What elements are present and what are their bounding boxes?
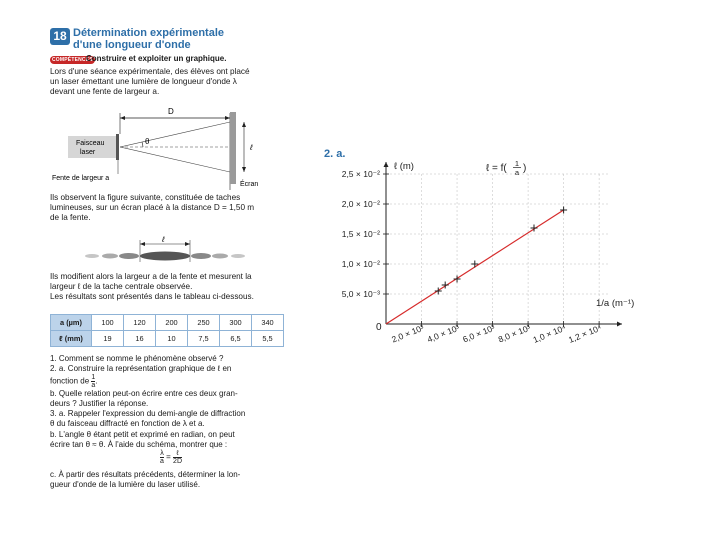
x-axis-label: 1/a (m⁻¹) (596, 298, 635, 309)
label-ell: ℓ (250, 143, 253, 152)
eq-2D: 2D (173, 457, 182, 465)
table-row (51, 315, 284, 331)
table-cell: 100 (92, 315, 124, 331)
table-cell: 6,5 (220, 331, 252, 347)
results-table (50, 314, 284, 347)
modify-line-1: Ils modifient alors la largeur a de la fente et mesurent la (50, 272, 252, 281)
questions-block (50, 354, 286, 490)
chart-axes (384, 162, 623, 327)
setup-diagram (48, 104, 288, 190)
observe-line-1: Ils observent la figure suivante, constituée de taches (50, 193, 241, 202)
label-theta: θ (145, 137, 150, 146)
y-tick-label: 1,0 × 10⁻² (341, 259, 380, 269)
y-tick-label: 1,5 × 10⁻² (341, 229, 380, 239)
pattern-ell-label: ℓ (162, 235, 165, 244)
chart-title-left: ℓ = f( (486, 163, 507, 174)
table-cell: 340 (252, 315, 284, 331)
question-2a-text: fonction de (50, 376, 90, 386)
table-cell: 120 (124, 315, 156, 331)
x-tick-label: 1,0 × 10⁴ (531, 322, 568, 345)
x-axis-arrow (617, 322, 622, 327)
label-slit: Fente de largeur a (52, 175, 110, 182)
data-point (560, 207, 567, 214)
title-line-2: d'une longueur d'onde (73, 39, 191, 51)
chart-grid (386, 174, 608, 324)
chart-ticks (383, 174, 599, 327)
table-row (51, 331, 284, 347)
x-tick-label: 4,0 × 10³ (425, 322, 461, 345)
table-header-a: a (µm) (51, 315, 92, 331)
fraction-num: 1 (91, 374, 96, 382)
intro-line-1: Lors d'une séance expérimentale, des élèves ont placé (50, 67, 250, 76)
table-cell: 16 (124, 331, 156, 347)
chart-question-label: 2. a. (324, 148, 346, 160)
question-3c-line-1: c. À partir des résultats précédents, déterminer la lon- (50, 469, 241, 479)
intro-paragraph (50, 67, 286, 98)
intro-line-3: devant une fente de largeur a. (50, 87, 160, 97)
eq-a: a (160, 457, 164, 465)
question-2b-line-1: b. Quelle relation peut-on écrire entre ces deux gran- (50, 389, 238, 399)
question-3a-line-1: 3. a. Rappeler l'expression du demi-angle de diffraction (50, 409, 246, 419)
competence-tag: COMPÉTENCES (52, 57, 93, 63)
chart-title-right: ) (523, 163, 527, 174)
slit-plate (116, 134, 119, 160)
central-spot (140, 252, 190, 261)
competence-text: Construire et exploiter un graphique. (86, 54, 227, 63)
fraction-den: a (91, 382, 96, 390)
y-tick-label: 5,0 × 10⁻³ (341, 289, 380, 299)
question-3c-line-2: gueur d'onde de la lumière du laser utilisé. (50, 479, 201, 489)
intro-line-2: un laser émettant une lumière de longueur d'onde λ (50, 77, 237, 87)
question-3b-equation (50, 450, 286, 470)
table-cell: 10 (156, 331, 188, 347)
question-3b-line-2: écrire tan θ ≈ θ. À l'aide du schéma, montrer que : (50, 439, 228, 449)
table-cell: 250 (188, 315, 220, 331)
chart-svg (318, 160, 638, 360)
table-cell: 7,5 (188, 331, 220, 347)
data-point (471, 261, 478, 268)
modify-line-2: largeur ℓ de la tache centrale observée. (50, 282, 193, 292)
diffraction-pattern (80, 234, 260, 268)
observe-line-2: lumineuses, sur un écran placé à la distance D = 1,50 m (50, 203, 255, 213)
y-axis-label: ℓ (m) (394, 161, 414, 172)
observe-paragraph (50, 193, 286, 224)
label-beam-1: Faisceau (76, 140, 105, 147)
question-3a-line-2: θ du faisceau diffracté en fonction de λ et a. (50, 419, 205, 429)
question-2b-line-2: deurs ? Justifier la réponse. (50, 399, 149, 409)
table-cell: 200 (156, 315, 188, 331)
chart-title-den: a (514, 168, 520, 177)
y-tick-label: 2,0 × 10⁻² (341, 199, 380, 209)
x-tick-label: 2,0 × 10³ (390, 322, 426, 345)
label-D: D (168, 107, 174, 116)
y-tick-label: 2,5 × 10⁻² (341, 169, 380, 179)
eq-ell: ℓ (173, 450, 182, 458)
eq-equals: = (166, 452, 171, 462)
screen (230, 112, 236, 184)
modify-line-3: Les résultats sont présentés dans le tableau ci-dessous. (50, 292, 254, 302)
x-tick-label: 1,2 × 10⁴ (567, 322, 603, 345)
modify-paragraph (50, 272, 286, 303)
x-tick-label: 6,0 × 10³ (461, 322, 497, 345)
label-beam-2: laser (80, 149, 96, 156)
table-header-ell: ℓ (mm) (51, 331, 92, 347)
eq-lambda: λ (160, 449, 164, 457)
x-tick-label: 8,0 × 10³ (496, 322, 532, 345)
origin-label: 0 (376, 322, 382, 333)
question-1: 1. Comment se nomme le phénomène observé ? (50, 354, 224, 363)
question-3b-line-1: b. L'angle θ étant petit et exprimé en radian, on peut (50, 429, 235, 439)
exercise-number: 18 (50, 28, 70, 45)
fraction-1-over-a (91, 374, 95, 389)
y-axis-arrow (384, 162, 389, 167)
exercise-title (73, 27, 303, 51)
table-cell: 19 (92, 331, 124, 347)
chart-title-num: 1 (514, 160, 520, 168)
label-screen: Écran (240, 181, 259, 188)
title-line-1: Détermination expérimentale (73, 27, 224, 39)
question-2a-line-1: 2. a. Construire la représentation graphique de ℓ en (50, 364, 232, 374)
table-cell: 300 (220, 315, 252, 331)
question-2a-line-2: fonction de $\frac{1}{a}$ . (50, 374, 98, 390)
observe-line-3: de la fente. (50, 213, 91, 223)
table-cell: 5,5 (252, 331, 284, 347)
